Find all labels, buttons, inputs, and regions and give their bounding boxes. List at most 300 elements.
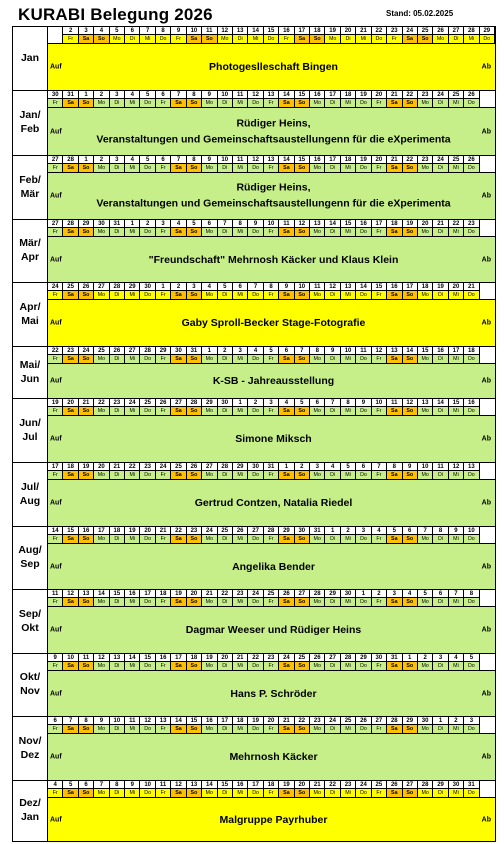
weekday-label: Do [140,99,154,107]
weekday-label: Do [464,164,478,172]
weekday-label: Mi [341,291,355,299]
weekday-label: Mo [310,99,324,107]
day-number: 7 [140,27,154,35]
day-number: 2 [372,590,386,598]
weekday-label: Mo [94,725,108,733]
day-number: 17 [171,654,185,662]
day-cell [449,283,464,299]
day-number: 27 [48,156,62,164]
day-cell [372,156,387,172]
day-cell [125,220,140,236]
day-number: 6 [233,283,247,291]
setup-label: Auf [50,626,62,634]
day-cell [48,347,63,363]
day-cell [202,91,217,107]
day-cell [248,463,263,479]
weekday-label: Sa [171,535,185,543]
day-cell [218,220,233,236]
weekday-label: Fr [264,228,278,236]
weekday-label: So [295,662,309,670]
weekday-label: Mo [418,228,432,236]
setup-label: Auf [50,192,62,200]
day-number: 29 [480,27,494,35]
day-cell [63,781,78,797]
day-cell [171,654,186,670]
weekday-label: Mo [310,598,324,606]
day-cell [156,283,171,299]
day-number: 23 [418,156,432,164]
day-cell [187,91,202,107]
day-cell [171,527,186,543]
day-number: 16 [464,399,478,407]
weekday-label: So [295,164,309,172]
day-cell [264,527,279,543]
day-cell [202,27,217,43]
day-number: 26 [279,590,293,598]
day-cell [464,590,479,606]
day-number: 11 [125,717,139,725]
weekday-label: Mo [94,789,108,797]
day-cell [110,399,125,415]
weekday-label: Sa [63,725,77,733]
weekday-label: Mi [140,35,154,43]
weekday-label: Mi [341,662,355,670]
weekday-label: Sa [171,228,185,236]
weekday-label: Mo [202,535,216,543]
event-title-line: Angelika Bender [232,560,315,573]
teardown-label: Ab [481,63,491,71]
weekday-label: Fr [264,355,278,363]
weekday-label: So [403,99,417,107]
weekday-label: Mi [449,471,463,479]
setup-label: Auf [50,499,62,507]
weekday-label: So [403,164,417,172]
day-number: 5 [264,347,278,355]
day-number: 23 [310,717,324,725]
day-cell [310,781,325,797]
day-cell [264,654,279,670]
day-number: 7 [218,220,232,228]
day-cell [125,399,140,415]
day-number: 6 [202,220,216,228]
day-number: 28 [264,527,278,535]
day-number: 4 [248,347,262,355]
weekday-label: Di [218,725,232,733]
day-cell [295,399,310,415]
weekday-label: Fr [156,291,170,299]
day-cell [449,399,464,415]
day-cell [63,347,78,363]
weekday-label: Di [110,535,124,543]
weekday-label: So [187,291,201,299]
day-number: 13 [264,91,278,99]
weekday-label: So [79,789,93,797]
event-title [66,115,481,148]
day-cell [218,527,233,543]
day-number: 15 [140,654,154,662]
weekday-label: Sa [279,407,293,415]
day-strip [48,220,495,236]
day-cell [310,91,325,107]
day-cell [218,590,233,606]
day-cell [233,399,248,415]
weekday-label: Sa [295,35,309,43]
day-cell [403,156,418,172]
day-number: 21 [79,399,93,407]
day-cell [218,399,233,415]
day-cell [279,527,294,543]
day-number: 29 [79,220,93,228]
day-number: 5 [218,283,232,291]
weekday-label: Mi [125,471,139,479]
day-number: 8 [387,463,401,471]
weekday-label: Mi [449,407,463,415]
day-cell [248,399,263,415]
weekday-label: Sa [387,598,401,606]
day-number: 7 [325,399,339,407]
day-cell [433,347,448,363]
weekday-label: So [79,598,93,606]
day-number: 19 [79,463,93,471]
day-number: 12 [403,399,417,407]
day-number: 1 [433,717,447,725]
weekday-label: Do [248,598,262,606]
weekday-label: Fr [372,164,386,172]
day-number: 4 [449,654,463,662]
day-number: 10 [140,781,154,789]
day-number: 20 [94,463,108,471]
day-number: 9 [202,91,216,99]
day-number: 14 [356,283,370,291]
day-number: 8 [310,347,324,355]
day-number: 25 [63,283,77,291]
weekday-label: Do [248,535,262,543]
day-cell [63,283,78,299]
day-cell [279,27,294,43]
day-number: 16 [202,717,216,725]
day-number: 1 [156,283,170,291]
weekday-label: Di [325,598,339,606]
weekday-label: Mi [341,99,355,107]
day-cell [48,156,63,172]
weekday-label: Fr [264,291,278,299]
day-cell [418,654,433,670]
weekday-label: Do [464,662,478,670]
day-cell [140,27,155,43]
weekday-label: Di [110,291,124,299]
day-cell [79,347,94,363]
day-number: 31 [310,527,324,535]
day-number: 26 [387,781,401,789]
day-cell [325,590,340,606]
day-cell [387,220,402,236]
day-cell [171,283,186,299]
day-number: 27 [372,717,386,725]
month-label-line: Sep/ [18,607,42,620]
day-number: 17 [48,463,62,471]
weekday-label: Mi [125,662,139,670]
day-cell [248,527,263,543]
day-cell [48,399,63,415]
weekday-label: Do [248,471,262,479]
day-cell [325,156,340,172]
day-number: 11 [156,781,170,789]
day-number: 30 [341,590,355,598]
day-number: 16 [387,283,401,291]
day-cell [341,283,356,299]
day-number: 9 [248,220,262,228]
day-cell [125,91,140,107]
weekday-label: Mo [94,355,108,363]
day-number: 27 [325,654,339,662]
day-cell [63,654,78,670]
weekday-label: Sa [63,789,77,797]
teardown-label: Ab [481,816,491,823]
weekday-label: Fr [48,725,62,733]
weekday-label: Sa [387,535,401,543]
event-title [66,431,481,447]
weekday-label: Fr [264,164,278,172]
month-row [13,717,495,781]
day-cell [418,220,433,236]
weekday-label: Do [372,35,386,43]
day-number: 20 [418,220,432,228]
day-number: 3 [464,717,478,725]
day-number: 10 [372,399,386,407]
weekday-label: Fr [156,99,170,107]
day-number: 30 [218,399,232,407]
day-cell [248,220,263,236]
weekday-label: Do [140,291,154,299]
day-cell [156,220,171,236]
day-number: 9 [325,347,339,355]
day-number: 25 [264,590,278,598]
day-number: 6 [433,590,447,598]
day-number: 13 [110,654,124,662]
day-cell [310,347,325,363]
day-number: 13 [187,781,201,789]
day-cell [202,283,217,299]
day-number: 2 [94,91,108,99]
day-number: 5 [295,399,309,407]
day-cell [63,91,78,107]
day-number: 12 [295,220,309,228]
weekday-label: So [295,228,309,236]
day-number: 4 [125,91,139,99]
day-number: 1 [325,527,339,535]
weekday-label: Di [218,164,232,172]
day-number: 4 [171,220,185,228]
day-number: 2 [248,399,262,407]
day-number: 17 [295,27,309,35]
day-number: 10 [295,283,309,291]
day-cell [310,220,325,236]
day-number: 13 [341,283,355,291]
weekday-label: Sa [387,662,401,670]
day-number: 21 [202,590,216,598]
day-number: 17 [94,527,108,535]
day-cell [433,527,448,543]
day-number: 5 [464,654,478,662]
weekday-label: Mo [94,407,108,415]
day-number: 31 [264,463,278,471]
day-number: 27 [125,347,139,355]
day-number: 30 [449,781,463,789]
weekday-label: Mi [356,35,370,43]
month-label [13,781,48,841]
day-cell [464,654,479,670]
day-number: 8 [264,283,278,291]
weekday-label: Mi [449,725,463,733]
weekday-label: Do [356,789,370,797]
weekday-label: Fr [156,789,170,797]
month-label [13,283,48,346]
day-cell [372,781,387,797]
weekday-label: Mo [94,291,108,299]
weekday-label: Mi [233,228,247,236]
month-label-line: Nov [20,685,40,697]
weekday-label: Mi [449,789,463,797]
weekday-label: Mo [110,35,124,43]
day-cell [433,156,448,172]
weekday-label: Do [140,535,154,543]
weekday-label: Sa [63,99,77,107]
day-cell [248,590,263,606]
weekday-label: Do [248,407,262,415]
day-cell [356,590,371,606]
day-cell [403,463,418,479]
day-cell [464,156,479,172]
weekday-label: Do [464,598,478,606]
day-number: 20 [341,27,355,35]
weekday-label: So [187,598,201,606]
weekday-label: Di [433,662,447,670]
weekday-label: Mi [341,164,355,172]
day-cell [464,347,479,363]
day-number: 19 [356,91,370,99]
day-number: 2 [449,717,463,725]
day-cell [171,27,186,43]
day-cell [295,781,310,797]
weekday-label: Sa [63,228,77,236]
day-cell [295,654,310,670]
day-number: 14 [279,156,293,164]
day-cell [233,220,248,236]
day-number: 16 [310,156,324,164]
weekday-label: So [79,291,93,299]
day-number: 30 [372,654,386,662]
day-cell [433,283,448,299]
weekday-label: Mi [449,662,463,670]
day-number: 28 [63,156,77,164]
day-number: 30 [248,463,262,471]
day-number: 26 [464,156,478,164]
day-number: 10 [464,527,478,535]
day-number: 29 [325,590,339,598]
day-number: 15 [187,717,201,725]
day-cell [279,399,294,415]
month-label [13,399,48,462]
day-cell [79,283,94,299]
day-cell [156,463,171,479]
day-cell [125,527,140,543]
teardown-label: Ab [481,753,491,761]
teardown-label: Ab [481,563,491,570]
weekday-label: Di [125,35,139,43]
weekday-label: Fr [156,725,170,733]
weekday-label: Mo [202,99,216,107]
day-cell [449,156,464,172]
day-number: 21 [310,781,324,789]
day-cell [218,27,233,43]
weekday-label: Di [433,291,447,299]
weekday-label: Mi [125,99,139,107]
event-title-line: Rüdiger Heins, [236,117,311,130]
day-cell [403,781,418,797]
day-number: 25 [218,527,232,535]
day-cell [202,463,217,479]
day-number: 9 [171,27,185,35]
weekday-label: Di [218,662,232,670]
month-label-line: Mai [21,314,39,327]
day-number: 5 [341,463,355,471]
day-cell [125,463,140,479]
day-number: 29 [202,399,216,407]
month-row [13,527,495,590]
day-cell [264,156,279,172]
month-label-line: Jun [20,372,40,385]
day-cell [140,91,155,107]
day-number: 4 [372,527,386,535]
day-number: 18 [110,527,124,535]
day-number: 26 [356,717,370,725]
weekday-label: Di [433,407,447,415]
day-number: 13 [233,27,247,35]
day-number: 12 [248,91,262,99]
event-title-line: Veranstaltungen und Gemeinschaftsaustellungenn für die eXperimenta [96,133,451,146]
weekday-label: Mo [418,789,432,797]
day-cell [356,717,371,733]
day-cell [48,463,63,479]
day-cell [464,463,479,479]
day-number: 21 [464,283,478,291]
weekday-label: Fr [156,535,170,543]
day-cell [187,27,202,43]
day-cell [94,654,109,670]
day-number: 20 [372,91,386,99]
day-number: 19 [433,283,447,291]
day-number: 11 [387,399,401,407]
weekday-label: Sa [403,35,417,43]
day-cell [356,399,371,415]
day-cell [156,399,171,415]
month-row [13,347,495,399]
day-number: 10 [110,717,124,725]
day-number: 12 [171,781,185,789]
day-number: 11 [233,91,247,99]
day-number: 23 [187,527,201,535]
weekday-label: Mo [418,725,432,733]
weekday-label: Mo [94,662,108,670]
month-label [13,347,48,398]
weekday-label: Mo [310,164,324,172]
day-number: 5 [418,590,432,598]
day-cell [418,399,433,415]
weekday-label: Do [248,662,262,670]
day-cell [295,156,310,172]
weekday-label: Mo [310,228,324,236]
day-cell [325,527,340,543]
